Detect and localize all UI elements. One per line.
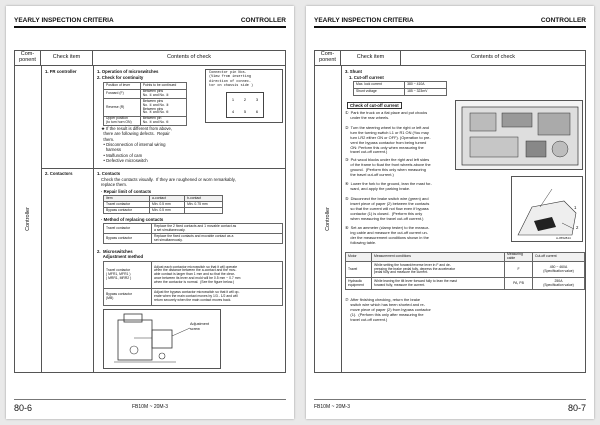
page-footer [314,399,586,411]
model-code: FB10M ~ 20M-3 [314,404,350,410]
table-cell: Travel contactor ( MFR1, MFR1 ) ( MRR1, MRR2 ) [104,262,152,289]
microswitch-figure [103,309,221,369]
table-cell: Min. 0.5 mm [150,202,185,208]
table-cell: Upper position (to turn horn ON) [104,117,141,126]
table-header [314,50,586,66]
connector-caption: Connector pin Nos. (View from inserting direction of connec- tor on chassis side ) [209,71,254,89]
controller-board-figure [455,100,583,170]
pin-4: 4 [231,108,235,114]
col-check-item: Check item [341,51,401,65]
page-header [314,16,586,28]
pin-3: 3 [255,96,259,102]
check-item-contactors: 2. Contactors [45,171,73,176]
figure-code: A-0552844 [556,236,571,240]
step-5: ⑤ Disconnect the brake switch wire (green) and insert piece of paper (2) between the contacts so that the current will not flow even if bypass contactor (1) is closed. (Perform this only when measuring the travel cut-off current.) [345,196,430,221]
table-cell: Between pins No. ① and No. ③ Between pins No. ④ and No. ⑥ [140,99,186,117]
right-page [306,6,594,419]
step-1: ① Park the truck on a flat place and put chocks under the rear wheels. [345,110,428,120]
subheading-continuity: 2. Check for continuity [97,75,144,80]
step-2: ② Turn the steering wheel to the right or left and turn the turning switch L1 or R1 ON (You may turn LR2 either ON or OFF). (Operation to pre- vent the bypass contactor from being turned ON: Perform this only when measuring the travel cut-off current.) [345,125,431,155]
callout-1: 1 [574,205,577,210]
table-cell: 185 ~ 323mV [405,89,447,96]
table-cell: Replace the fixed contacts and movable contact as a set simultaneously. [152,234,283,244]
table-cell: Between pin No. ⑤ and No. ⑥ [140,117,186,126]
check-item-fr: 1. FR controller [45,69,77,74]
table-cell: Adjust each contactor microswitch so that it will operate when the distance between the a-contact and the mov- able contact is larger than 1 mm and so that the clear- ance between its lever and mold will be 0.5 mm ~ 0.7 mm when the contactor is normal. (See the figure below.) [152,262,283,289]
col-check-item: Check item [41,51,93,65]
method-table [103,223,283,244]
table-cell: Travel [346,262,372,278]
table-cell: Position of lever [104,83,141,90]
page-footer [14,399,286,411]
table-cell: Bypass contactor (MB) [104,289,152,306]
pin-2: 2 [243,96,247,102]
table-cell: Replace the 2 fixed contacts and 1 movable contact as a set simultaneously. [152,224,283,234]
table-cell: Forward (F) [104,90,141,99]
table-cell: Min. 0.75 mm [185,202,223,208]
col-contents: Contents of check [166,54,212,61]
table-body [314,66,586,373]
continuity-table [103,82,187,126]
table-cell: Bypass contactor [104,208,150,214]
page-header [14,16,286,28]
table-cell: b-contact [185,196,223,202]
header-title: YEARLY INSPECTION CRITERIA [14,17,114,24]
col-contents: Contents of check [470,54,516,61]
table-cell: Hydraulic equipment [346,278,372,290]
table-cell [185,208,223,214]
pin-1: 1 [231,96,235,102]
connector-pins [226,92,264,118]
page-number: 80-7 [567,403,586,413]
step-6: ⑥ Set an ammeter (clamp tester) to the measur- ing cable and measure the cut-off current un- der the measurement conditions shown in the following table. [345,225,430,245]
adjustment-screw-label: Adjustment screw [190,322,209,331]
table-cell: Item [104,196,150,202]
left-page [6,6,294,419]
subheading-microswitch: 1. Operation of microswitches [97,69,159,74]
component-cell [15,66,41,372]
table-cell: 380 ~ 410A [405,82,447,89]
table-cell: Travel contactor [104,202,150,208]
subheading-contacts: 1. Contacts [97,171,121,176]
table-cell: Shunt voltage [354,89,405,96]
table-cell: Between pins No. ① and No. ② [140,90,186,99]
table-cell: Adjust the bypass contactor microswitch so that it will op- erate when the main contact moves by 1/3 - 1/2 and will return securely when the main contact moves back. [152,289,283,306]
microswitch-drawing [104,310,222,370]
connector-diagram [205,69,283,123]
page-number: 80-6 [14,403,33,413]
subheading-cutoff: 1. Cut-off current [349,75,384,80]
fr-defects-note: ★ If the result is different from above, there are following defects. Repair them. • Disconnection of internal wiring harness • Malfunction of cam • Defective microswitch [101,126,173,164]
cutoff-spec-table [353,81,447,96]
check-item-shunt: 3. Shunt [345,69,362,74]
step-7: ⑦ After finishing checking, return the brake switch wire which has been shorted and re- move piece of paper (2) from bypass contactor (1). (Perform this only after measuring the travel cut-off current.) [345,297,431,322]
table-cell: Cut-off current [533,253,585,262]
adjustment-table [103,261,283,306]
pin-5: 5 [243,108,247,114]
col-component: Com- ponent [15,51,41,65]
table-cell: Travel contactor [104,224,152,234]
col-component: Com- ponent [315,51,341,65]
table-cell: Points to be continued [140,83,186,90]
repair-limit-label: · Repair limit of contacts [101,189,152,194]
method-label: · Method of replacing contacts [101,217,164,222]
component-label: Controller [25,207,31,231]
component-cell [315,66,341,372]
table-cell: Motor [346,253,372,262]
header-section: CONTROLLER [240,17,286,24]
model-code: FB10M ~ 20M-3 [132,404,168,410]
step-3: ③ Put wood blocks under the right and left sides of the frame to float the front wheels above the ground. (Perform this only when measuring the travel cut-off current.) [345,157,431,177]
board-drawing [456,101,584,171]
table-cell: Max. lock current [354,82,405,89]
table-cell: Bypass contactor [104,234,152,244]
subheading-microswitches: 2. Microswitches Adjustment method [97,249,144,260]
table-cell: 450 ~ 460A (Specification value) [533,262,585,278]
table-cell: 250A (Specification value) [533,278,585,290]
pin-6: 6 [255,108,259,114]
contacts-text: Check the contacts visually. If they are roughened or worn remarkably, replace them. [101,177,236,188]
table-cell: Reverse (R) [104,99,141,117]
table-cell: Min. 0.5 mm [150,208,185,214]
table-cell: Measuring cable [505,253,533,262]
table-cell: PA, PB [505,278,533,290]
table-header [14,50,286,66]
table-cell: While setting the forward/reverse lever in F and de- pressing the brake pedal fully, depress the accelerator pedal fully and measure the current. [372,262,505,278]
table-body [14,66,286,373]
check-title: Check of cut-off current [347,102,402,109]
step-4: ④ Lower the fork to the ground, lean the mast for- ward, and apply the parking brake. [345,181,432,191]
header-section: CONTROLLER [540,17,586,24]
repair-limit-table [103,195,223,214]
table-cell: a-contact [150,196,185,202]
table-cell: F [505,262,533,278]
callout-2: 2 [576,225,579,230]
contactor-figure [511,176,583,242]
table-cell: Measurement conditions [372,253,505,262]
table-cell: While leaning the tilt lever forward fully to lean the mast forward fully, measure the current. [372,278,505,290]
component-label: Controller [325,207,331,231]
header-title: YEARLY INSPECTION CRITERIA [314,17,414,24]
measurement-table [345,252,585,290]
